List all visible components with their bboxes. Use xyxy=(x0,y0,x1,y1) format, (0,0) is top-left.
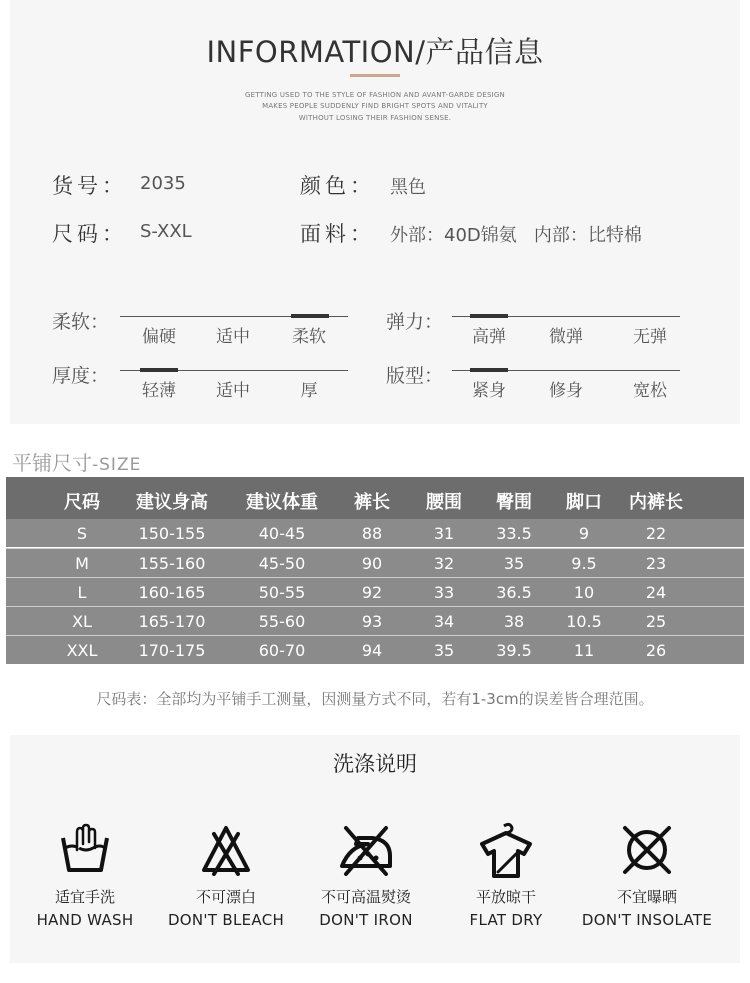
thickness-option: 轻薄 xyxy=(142,381,176,401)
table-cell: 11 xyxy=(573,641,595,660)
column-header: 臀围 xyxy=(496,492,532,513)
title-underline xyxy=(350,74,400,77)
table-row xyxy=(6,635,744,664)
table-cell: 25 xyxy=(645,612,667,631)
column-header: 裤长 xyxy=(354,492,390,513)
care-item-flat-dry xyxy=(431,820,581,929)
table-cell: 22 xyxy=(645,524,667,543)
size-chart-heading xyxy=(12,447,141,476)
size-chart-heading-en: -SIZE xyxy=(92,455,142,475)
fabric-label: 面料： xyxy=(300,222,375,246)
table-row xyxy=(6,548,744,577)
column-header: 脚口 xyxy=(566,492,602,513)
table-cell: 40-45 xyxy=(258,524,306,543)
softness-option: 适中 xyxy=(216,327,250,347)
table-cell: 50-55 xyxy=(258,583,306,602)
fit-option: 修身 xyxy=(549,381,583,401)
thickness-marker xyxy=(140,368,178,372)
table-cell: 155-160 xyxy=(138,554,206,573)
care-item-no-insolate xyxy=(572,820,722,929)
table-header-row xyxy=(6,477,744,519)
table-cell: 10 xyxy=(573,583,595,602)
column-header: 建议身高 xyxy=(136,492,208,513)
softness-option: 偏硬 xyxy=(142,327,176,347)
thickness-label: 厚度： xyxy=(52,365,110,387)
page-title: INFORMATION/产品信息 xyxy=(206,35,544,69)
fit-label: 版型： xyxy=(386,365,444,387)
tagline-line-1: GETTING USED TO THE STYLE OF FASHION AND AVANT-GARDE DESIGN xyxy=(245,91,505,99)
table-cell: 45-50 xyxy=(258,554,306,573)
table-cell: 170-175 xyxy=(138,641,206,660)
table-row xyxy=(6,577,744,606)
table-cell: L xyxy=(77,583,87,602)
table-cell: 160-165 xyxy=(138,583,206,602)
table-cell: 9.5 xyxy=(571,554,597,573)
flat-dry-icon xyxy=(476,820,536,880)
table-cell: 33.5 xyxy=(496,524,532,543)
table-row xyxy=(6,606,744,635)
care-item-no-iron xyxy=(291,820,441,929)
color-value: 黑色 xyxy=(390,177,426,198)
table-cell: 35 xyxy=(503,554,525,573)
table-cell: 55-60 xyxy=(258,612,306,631)
table-cell: XXL xyxy=(66,641,98,660)
fit-option: 紧身 xyxy=(472,381,506,401)
tagline-line-3: WITHOUT LOSING THEIR FASHION SENSE. xyxy=(298,114,452,122)
softness-label: 柔软： xyxy=(52,311,110,333)
table-cell: 10.5 xyxy=(566,612,602,631)
care-label-en: DON'T INSOLATE xyxy=(581,911,713,929)
fit-option: 宽松 xyxy=(633,381,667,401)
column-header: 建议体重 xyxy=(246,492,318,513)
table-cell: 92 xyxy=(361,583,383,602)
care-label-cn: 适宜手洗 xyxy=(54,888,115,906)
column-header: 腰围 xyxy=(426,492,462,513)
table-cell: 38 xyxy=(503,612,525,631)
elasticity-option: 高弹 xyxy=(472,327,506,347)
table-cell: 34 xyxy=(433,612,455,631)
care-item-hand-wash xyxy=(10,820,160,929)
size-note: 尺码表：全部均为平铺手工测量，因测量方式不同，若有1-3cm的误差皆合理范围。 xyxy=(96,690,654,708)
table-cell: 90 xyxy=(361,554,383,573)
table-cell: 32 xyxy=(433,554,455,573)
table-cell: 36.5 xyxy=(496,583,532,602)
no-bleach-icon xyxy=(196,820,256,880)
table-cell: 88 xyxy=(361,524,383,543)
table-row xyxy=(6,519,744,547)
table-cell: 26 xyxy=(645,641,667,660)
column-header: 内裤长 xyxy=(629,492,683,513)
care-label-cn: 不可漂白 xyxy=(195,888,256,906)
softness-option: 柔软 xyxy=(292,327,326,347)
size-label: 尺码： xyxy=(52,222,127,246)
table-cell: 23 xyxy=(645,554,667,573)
table-cell: 24 xyxy=(645,583,667,602)
care-title: 洗涤说明 xyxy=(333,752,417,776)
care-label-en: DON'T IRON xyxy=(319,911,413,929)
item-no-label: 货号： xyxy=(52,174,127,198)
care-label-cn: 不宜曝晒 xyxy=(616,888,677,906)
table-cell: 39.5 xyxy=(496,641,532,660)
care-label-cn: 平放晾干 xyxy=(475,888,536,906)
care-item-no-bleach xyxy=(151,820,301,929)
column-header: 尺码 xyxy=(64,492,100,513)
color-label: 颜色： xyxy=(300,174,375,198)
table-cell: 93 xyxy=(361,612,383,631)
table-cell: 31 xyxy=(433,524,455,543)
table-cell: 9 xyxy=(578,524,590,543)
elasticity-label: 弹力： xyxy=(386,311,444,333)
hand-wash-icon xyxy=(55,820,115,880)
table-cell: S xyxy=(76,524,88,543)
softness-marker xyxy=(291,314,329,318)
no-iron-icon xyxy=(336,820,396,880)
tagline-line-2: MAKES PEOPLE SUDDENLY FIND BRIGHT SPOTS AND VITALITY xyxy=(262,102,488,110)
table-cell: XL xyxy=(72,612,92,631)
table-cell: M xyxy=(75,554,89,573)
no-insolate-icon xyxy=(617,820,677,880)
table-cell: 33 xyxy=(433,583,455,602)
elasticity-option: 无弹 xyxy=(633,327,667,347)
table-cell: 94 xyxy=(361,641,383,660)
thickness-option: 厚 xyxy=(300,381,318,401)
table-cell: 35 xyxy=(433,641,455,660)
care-label-en: HAND WASH xyxy=(36,911,134,929)
table-cell: 60-70 xyxy=(258,641,306,660)
size-chart-heading-cn: 平铺尺寸 xyxy=(12,451,92,475)
table-cell: 165-170 xyxy=(138,612,206,631)
fabric-value: 外部：40D锦氨 内部：比特棉 xyxy=(390,225,642,246)
thickness-option: 适中 xyxy=(216,381,250,401)
elasticity-option: 微弹 xyxy=(549,327,583,347)
care-label-en: DON'T BLEACH xyxy=(167,911,285,929)
item-no-value: 2035 xyxy=(140,173,186,194)
care-label-cn: 不可高温熨烫 xyxy=(320,888,411,906)
table-cell: 150-155 xyxy=(138,524,206,543)
fit-marker xyxy=(470,368,508,372)
elasticity-marker xyxy=(470,314,508,318)
size-value: S-XXL xyxy=(140,221,192,242)
care-label-en: FLAT DRY xyxy=(469,911,543,929)
